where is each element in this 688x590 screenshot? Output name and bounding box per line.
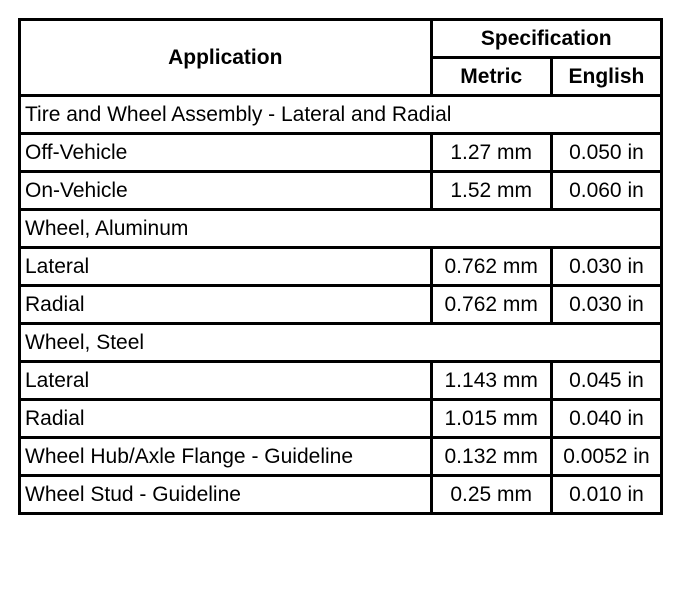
metric-value: 0.762 mm [431, 248, 551, 286]
metric-value: 1.143 mm [431, 362, 551, 400]
metric-value: 1.27 mm [431, 134, 551, 172]
table-row [20, 210, 662, 248]
header-application: Application [20, 20, 432, 96]
header-metric: Metric [431, 58, 551, 96]
header-row-top [20, 20, 662, 58]
row-label: Radial [20, 400, 432, 438]
table-row [20, 96, 662, 134]
row-label: On-Vehicle [20, 172, 432, 210]
english-value: 0.050 in [551, 134, 661, 172]
row-label: Lateral [20, 362, 432, 400]
row-label: Wheel Hub/Axle Flange - Guideline [20, 438, 432, 476]
section-label: Tire and Wheel Assembly - Lateral and Radial [20, 96, 662, 134]
english-value: 0.030 in [551, 248, 661, 286]
table-row [20, 400, 662, 438]
english-value: 0.045 in [551, 362, 661, 400]
metric-value: 0.762 mm [431, 286, 551, 324]
metric-value: 0.25 mm [431, 476, 551, 514]
section-label: Wheel, Steel [20, 324, 662, 362]
table-row [20, 172, 662, 210]
table-header [20, 20, 662, 96]
header-english: English [551, 58, 661, 96]
english-value: 0.040 in [551, 400, 661, 438]
table-row [20, 476, 662, 514]
table-row [20, 248, 662, 286]
english-value: 0.010 in [551, 476, 661, 514]
row-label: Radial [20, 286, 432, 324]
english-value: 0.030 in [551, 286, 661, 324]
table-row [20, 438, 662, 476]
english-value: 0.060 in [551, 172, 661, 210]
metric-value: 1.015 mm [431, 400, 551, 438]
english-value: 0.0052 in [551, 438, 661, 476]
table-row [20, 134, 662, 172]
row-label: Wheel Stud - Guideline [20, 476, 432, 514]
row-label: Lateral [20, 248, 432, 286]
section-label: Wheel, Aluminum [20, 210, 662, 248]
spec-table [18, 18, 663, 515]
metric-value: 0.132 mm [431, 438, 551, 476]
row-label: Off-Vehicle [20, 134, 432, 172]
header-specification: Specification [431, 20, 661, 58]
table-row [20, 286, 662, 324]
table-row [20, 324, 662, 362]
metric-value: 1.52 mm [431, 172, 551, 210]
table-row [20, 362, 662, 400]
table-body [20, 96, 662, 514]
